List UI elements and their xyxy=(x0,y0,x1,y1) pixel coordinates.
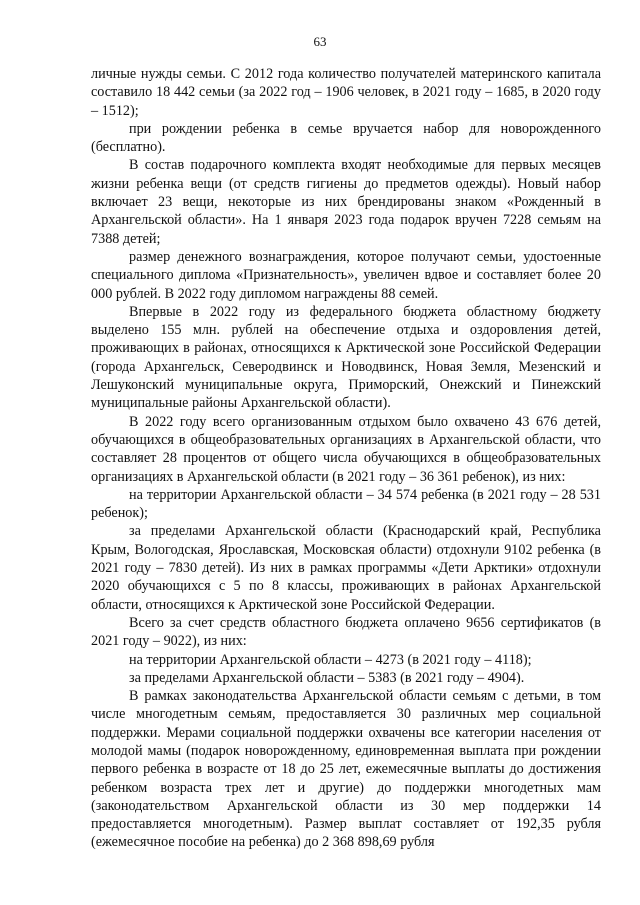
paragraph-5: Впервые в 2022 году из федерального бюджета областному бюджету выделено 155 млн. рублей на обеспечение отдыха и оздоровления детей, проживающих в районах, относящихся к Арктической зоне Российской Федерации (города Архангельск, Северодвинск и Новодвинск, Новая Земля, Мезенский и Лешуконский муниципальные округа, Приморский, Онежский и Пинежский муниципальные районы Архангельской области). xyxy=(91,303,601,412)
paragraph-2: при рождении ребенка в семье вручается набор для новорожденного (бесплатно). xyxy=(91,120,601,156)
paragraph-10: на территории Архангельской области – 4273 (в 2021 году – 4118); xyxy=(129,651,532,668)
paragraph-6: В 2022 году всего организованным отдыхом было охвачено 43 676 детей, обучающихся в общеобразовательных организациях в Архангельской области, что составляет 28 процентов от общего числа обучающихся в общеобразовательных организациях в Архангельской области (в 2021 году – 36 361 ребенок), из них: xyxy=(91,413,601,485)
paragraph-9: Всего за счет средств областного бюджета оплачено 9656 сертификатов (в 2021 году – 9022), из них: xyxy=(91,614,601,650)
page-number: 63 xyxy=(313,34,327,49)
paragraph-4: размер денежного вознаграждения, которое получают семьи, удостоенные специального диплома «Признательность», увеличен вдвое и составляет более 20 000 рублей. В 2022 году дипломом награждены 88 семей. xyxy=(91,248,601,302)
paragraph-1: личные нужды семьи. С 2012 года количество получателей материнского капитала составило 18 442 семьи (за 2022 год – 1906 человек, в 2021 году – 1685, в 2020 году – 1512); xyxy=(91,66,601,119)
paragraph-3: В состав подарочного комплекта входят необходимые для первых месяцев жизни ребенка вещи (от средств гигиены до предметов одежды). Новый набор включает 23 вещи, некоторые из них брендированы знаком «Рожденный в Архангельской области». На 1 января 2023 года подарок вручен 7228 семьям на 7388 детей; xyxy=(91,157,601,247)
paragraph-7: на территории Архангельской области – 34 574 ребенка (в 2021 году – 28 531 ребенок); xyxy=(91,486,601,522)
paragraph-8: за пределами Архангельской области (Краснодарский край, Республика Крым, Вологодская, Ярославская, Московская области) отдохнули 9102 ребенка (в 2021 году – 7830 детей). Из них в рамках программы «Дети Арктики» отдохнули 2020 обучающихся с 5 по 8 классы, проживающих в районах Архангельской области, относящихся к Арктической зоне Российской Федерации. xyxy=(91,523,601,613)
paragraph-12: В рамках законодательства Архангельской области семьям с детьми, в том числе многодетным семьям, предоставляется 30 различных мер социальной поддержки. Мерами социальной поддержки охвачены все категории населения от молодой мамы (подарок новорожденному, единовременная выплата при рождении первого ребенка в возрасте от 18 до 25 лет, ежемесячные выплаты до достижения ребенком возраста трех лет и другие) до поддержки многодетных мам (законодательством Архангельской области из 30 мер поддержки 14 предоставляется многодетным). Размер выплат составляет от 192,35 рубля (ежемесячное пособие на ребенка) до 2 368 898,69 рубля xyxy=(91,688,601,851)
body-text xyxy=(91,65,601,852)
paragraph-11: за пределами Архангельской области – 5383 (в 2021 году – 4904). xyxy=(129,669,525,686)
